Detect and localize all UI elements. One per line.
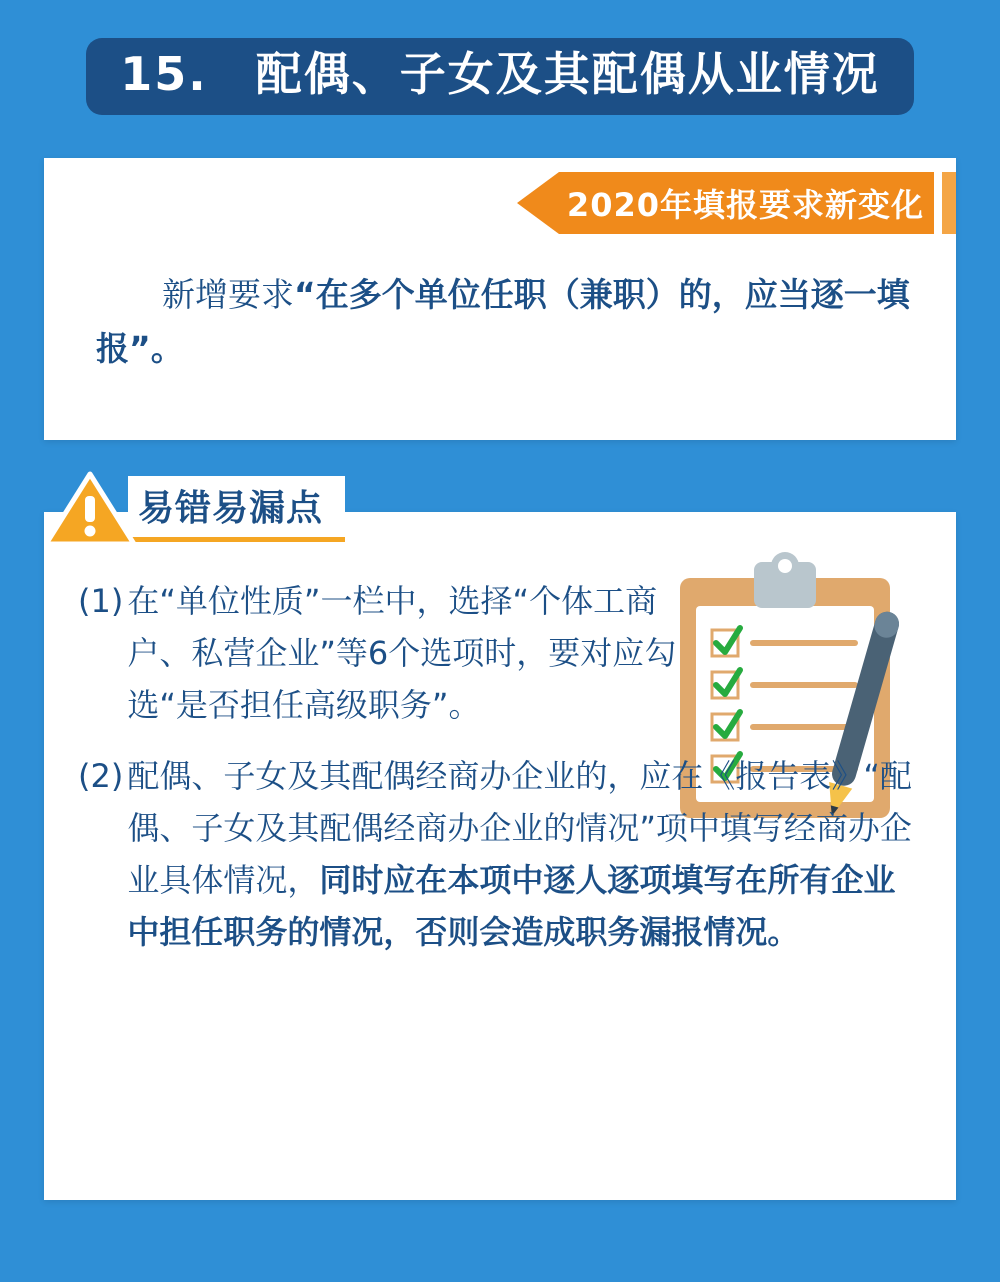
tip-1-number: (1) xyxy=(78,582,124,620)
tip-1-text: 在“单位性质”一栏中，选择“个体工商户、私营企业”等6个选项时，要对应勾选“是否担任高级职务”。 xyxy=(127,582,677,724)
warning-chip xyxy=(128,476,345,542)
page-title: 15. 配偶、子女及其配偶从业情况 xyxy=(86,38,914,115)
new-requirement-text xyxy=(96,268,916,377)
page-header xyxy=(0,38,1000,115)
banner-tail-bar xyxy=(942,172,956,234)
banner-label: 2020年填报要求新变化 xyxy=(559,172,934,234)
tip-2-text-normal: 配偶、子女及其配偶经商办企业的，应在《报告表》“配偶、子女及其配偶经商办企业的情况”项中填写经商办企业具体情况， xyxy=(127,757,912,900)
tip-item-1 xyxy=(78,576,678,731)
tips-body xyxy=(44,512,956,1200)
tip-2-text xyxy=(127,751,918,958)
tip-2-number: (2) xyxy=(78,757,124,796)
banner-gap xyxy=(934,172,942,234)
tip-item-2 xyxy=(78,751,918,958)
warning-label-text: 易错易漏点 xyxy=(138,488,324,529)
warning-label xyxy=(44,470,345,548)
tip-2-text-bold: 同时应在本项中逐人逐项填写在所有企业中担任职务的情况，否则会造成职务漏报情况。 xyxy=(127,861,896,951)
new-requirement-quote: “在多个单位任职（兼职）的，应当逐一填报”。 xyxy=(96,275,910,369)
banner-arrow-icon xyxy=(517,172,559,234)
warning-triangle-icon xyxy=(44,470,136,548)
tips-card xyxy=(44,512,956,1200)
new-requirement-lead: 新增要求 xyxy=(162,275,294,314)
new-requirement-banner xyxy=(517,172,956,234)
new-requirement-card xyxy=(44,158,956,440)
